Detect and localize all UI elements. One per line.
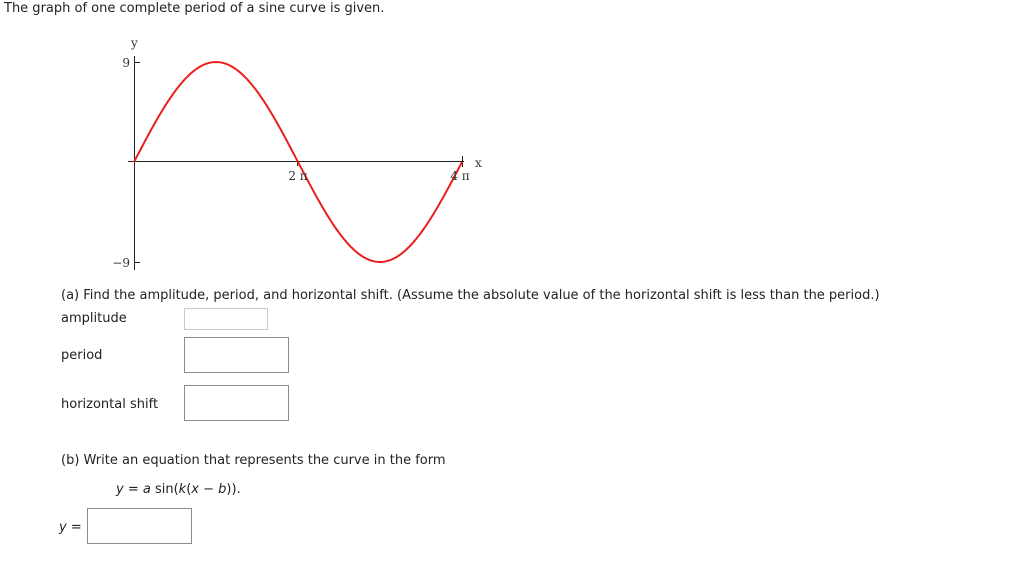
y-min-label: −9 — [112, 256, 130, 270]
part-a-prompt: (a) Find the amplitude, period, and horizontal shift. (Assume the absolute value of the horizontal shift is less than the period.) — [61, 288, 880, 303]
y-axis-label: y — [131, 36, 138, 50]
form-sin: sin( — [150, 482, 179, 497]
form-x: x — [191, 482, 199, 497]
form-eq: = — [123, 482, 143, 497]
sine-graph — [100, 30, 500, 270]
period-label: period — [61, 348, 103, 363]
form-a: a — [142, 482, 151, 497]
x-tick-label-4pi: 4 π — [450, 169, 470, 183]
horizontal-shift-label: horizontal shift — [61, 397, 159, 412]
amplitude-input[interactable] — [184, 308, 268, 330]
equation-input[interactable] — [87, 508, 192, 544]
form-minus: − — [198, 482, 219, 497]
answer-prefix — [59, 520, 82, 535]
period-input[interactable] — [184, 337, 289, 373]
form-close: )). — [226, 482, 241, 497]
y-max-label: 9 — [122, 56, 130, 70]
answer-y: y — [59, 520, 67, 535]
intro-text: The graph of one complete period of a sine curve is given. — [4, 1, 385, 16]
form-b: b — [218, 482, 227, 497]
answer-eq: = — [66, 520, 82, 535]
x-axis-label: x — [475, 156, 482, 170]
horizontal-shift-input[interactable] — [184, 385, 289, 421]
form-k: k — [178, 482, 187, 497]
x-tick-label-2pi: 2 π — [288, 169, 308, 183]
amplitude-label: amplitude — [61, 311, 127, 326]
form-open: ( — [186, 482, 192, 497]
form-y: y — [116, 482, 124, 497]
part-b-prompt: (b) Write an equation that represents the curve in the form — [61, 453, 446, 468]
equation-form — [116, 482, 241, 497]
